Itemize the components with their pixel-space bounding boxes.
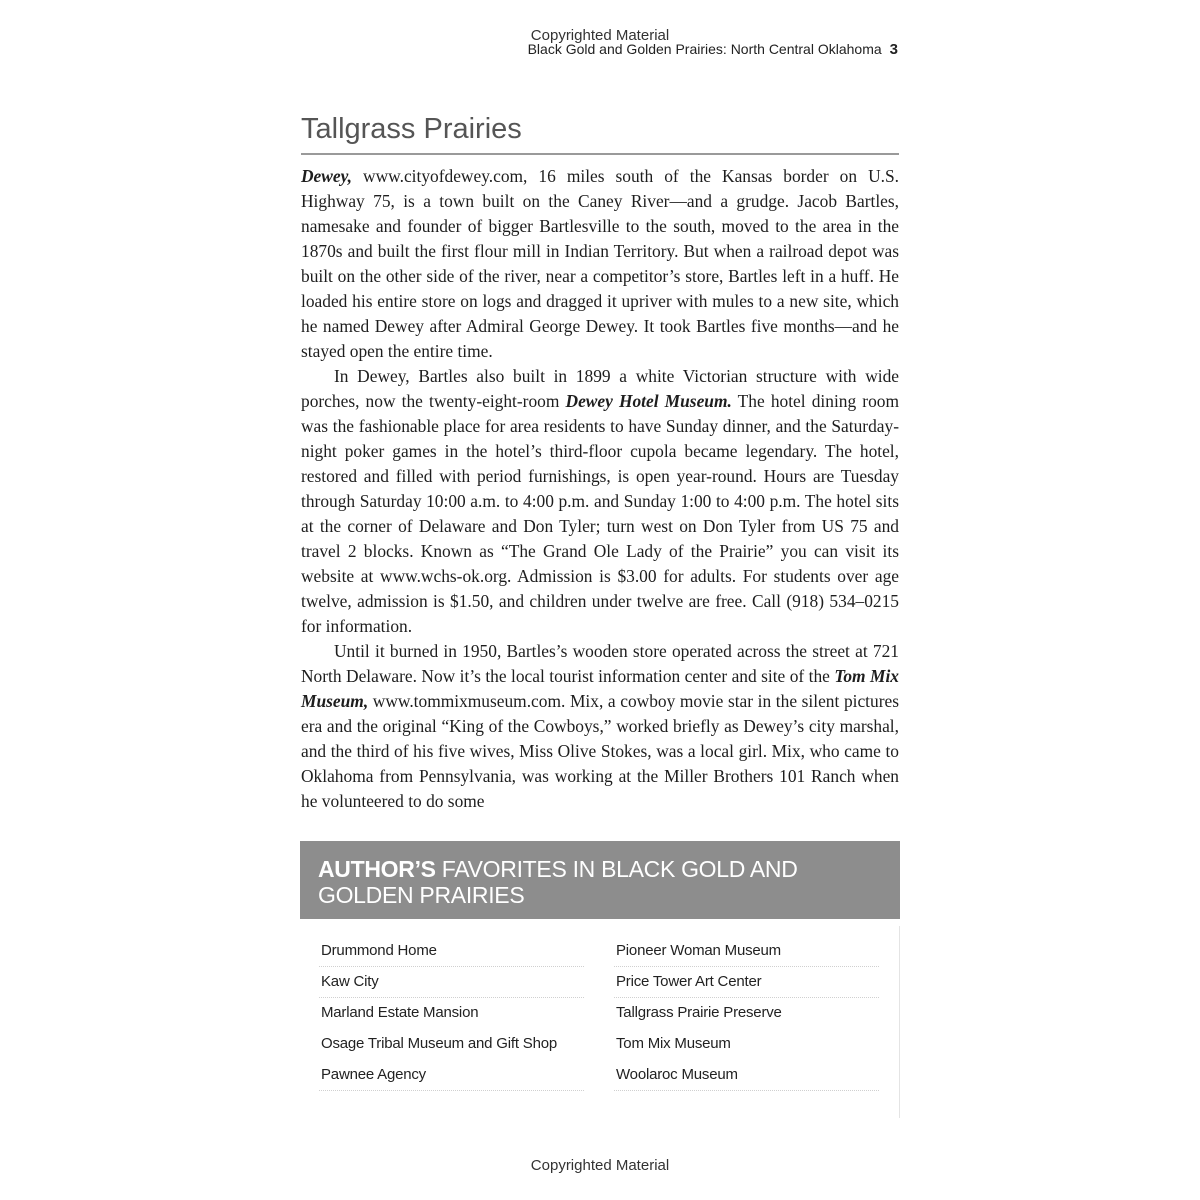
favorite-item: Tom Mix Museum (614, 1029, 879, 1060)
running-head-title: Black Gold and Golden Prairies: North Central Oklahoma (527, 41, 882, 57)
paragraph-hotel-before: In Dewey, Bartles also built in 1899 a white Victorian structure with wide porches, now the twenty-eight-room (301, 366, 899, 411)
tom-mix-museum-name: Tom Mix Museum, (301, 666, 899, 711)
favorites-title-rest: FAVORITES IN BLACK GOLD AND GOLDEN PRAIRIES (318, 856, 798, 908)
favorite-item: Osage Tribal Museum and Gift Shop (319, 1029, 584, 1060)
body-text (301, 164, 899, 814)
running-head (528, 41, 898, 58)
section-title: Tallgrass Prairies (301, 110, 899, 155)
copyright-watermark-top: Copyrighted Material (530, 27, 670, 44)
dewey-lead: Dewey, (301, 166, 353, 186)
favorite-item: Woolaroc Museum (614, 1060, 879, 1091)
favorite-item: Kaw City (319, 967, 584, 998)
paragraph-tom-mix (301, 639, 899, 814)
copyright-watermark-bottom: Copyrighted Material (530, 1157, 670, 1174)
favorite-item: Marland Estate Mansion (319, 998, 584, 1029)
page-number: 3 (889, 41, 898, 58)
favorite-item: Pawnee Agency (319, 1060, 584, 1091)
paragraph-dewey (301, 164, 899, 364)
favorite-item: Drummond Home (319, 936, 584, 967)
favorite-item: Price Tower Art Center (614, 967, 879, 998)
paragraph-tom-mix-before: Until it burned in 1950, Bartles’s wooden store operated across the street at 721 North Delaware. Now it’s the local tourist information center and site of the (301, 641, 899, 686)
paragraph-tom-mix-after: www.tommixmuseum.com. Mix, a cowboy movie star in the silent pictures era and the original “King of the Cowboys,” worked briefly as Dewey’s city marshal, and the third of his five wives, Miss Olive Stokes, was a local girl. Mix, who came to Oklahoma from Pennsylvania, was working at the Miller Brothers 101 Ranch when he volunteered to do some (301, 691, 899, 811)
favorites-box-header (300, 841, 900, 919)
favorites-list-box (300, 926, 900, 1118)
favorites-column-right (614, 936, 879, 1091)
favorites-column-left (319, 936, 584, 1091)
paragraph-dewey-text: www.cityofdewey.com, 16 miles south of the Kansas border on U.S. Highway 75, is a town built on the Caney River—and a grudge. Jacob Bartles, namesake and founder of bigger Bartlesville to the south, moved to the area in the 1870s and built the first flour mill in Indian Territory. But when a railroad depot was built on the other side of the river, near a competitor’s store, Bartles left in a huff. He loaded his entire store on logs and dragged it upriver with mules to a new site, which he named Dewey after Admiral George Dewey. It took Bartles five months—and he stayed open the entire time. (301, 166, 899, 361)
paragraph-hotel-after: The hotel dining room was the fashionable place for area residents to have Sunday dinner, and the Saturday-night poker games in the hotel’s third-floor cupola became legendary. The hotel, restored and filled with period furnishings, is open year-round. Hours are Tuesday through Saturday 10:00 a.m. to 4:00 p.m. and Sunday 1:00 to 4:00 p.m. The hotel sits at the corner of Delaware and Don Tyler; turn west on Don Tyler from US 75 and travel 2 blocks. Known as “The Grand Ole Lady of the Prairie” you can visit its website at www.wchs-ok.org. Admission is $3.00 for adults. For students over age twelve, admission is $1.50, and children under twelve are free. Call (918) 534–0215 for information. (301, 391, 899, 636)
favorite-item: Pioneer Woman Museum (614, 936, 879, 967)
dewey-hotel-museum-name: Dewey Hotel Museum. (565, 391, 732, 411)
favorites-title-bold: AUTHOR’S (318, 856, 436, 882)
paragraph-hotel (301, 364, 899, 639)
favorite-item: Tallgrass Prairie Preserve (614, 998, 879, 1029)
